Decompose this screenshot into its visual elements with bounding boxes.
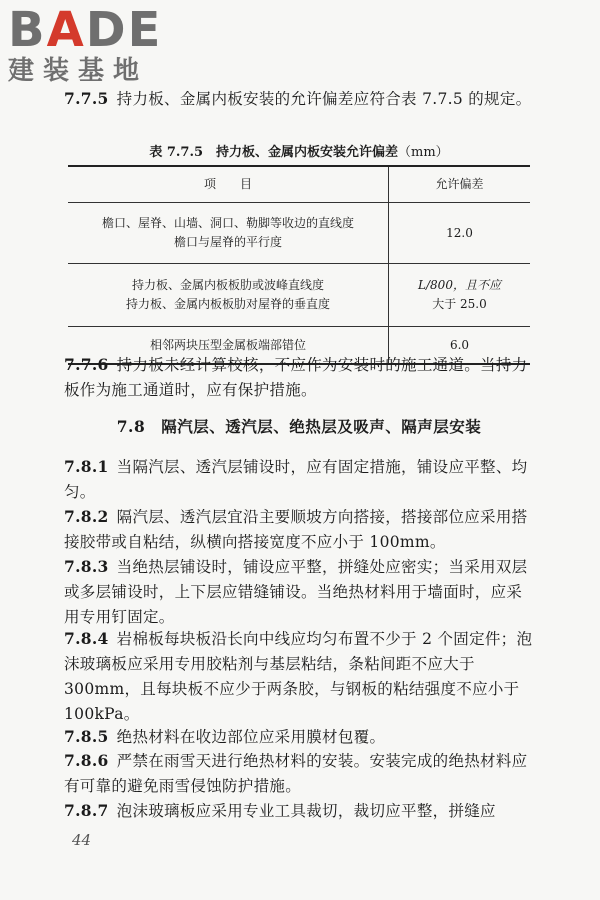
value-line: L/800，且不应 [418,278,501,292]
table-cell-item [68,203,389,264]
section-title: 7.8 隔汽层、透汽层、绝热层及吸声、隔声层安装 [116,417,482,436]
clause-number: 7.7.5 [64,89,109,108]
clause-text: 当隔汽层、透汽层铺设时，应有固定措施，铺设应平整、均匀。 [64,458,528,501]
table-cell-item: 相邻两块压型金属板端部错位 [68,327,389,365]
value-line: 大于 25.0 [432,297,487,311]
logo-wordmark: BADE [8,2,163,58]
clause-7-8-1 [64,454,534,505]
clause-text: 岩棉板每块板沿长向中线应均匀布置不少于 2 个固定件；泡沫玻璃板应采用专用胶粘剂与基层粘结，条粘间距不应大于 300mm，且每块板不应少于两条胶，与钢板的粘结强度不应小于 100kPa。 [64,630,533,723]
item-line: 檐口、屋脊、山墙、洞口、勒脚等收边的直线度 [101,216,354,230]
clause-text: 持力板、金属内板安装的允许偏差应符合表 7.7.5 的规定。 [116,90,532,108]
clause-number: 7.8.7 [64,801,109,820]
clause-number: 7.8.5 [64,727,109,746]
page-number: 44 [72,831,92,849]
table-cell-value [389,264,531,327]
table-caption-unit: （mm） [398,145,449,160]
item-line: 檐口与屋脊的平行度 [173,235,282,249]
table-header-row [68,166,530,203]
clause-text: 持力板未经计算校核，不应作为安装时的施工通道。当持力板作为施工通道时，应有保护措施。 [64,356,528,399]
clause-number: 7.8.6 [64,751,109,770]
table-header-tolerance: 允许偏差 [389,166,531,203]
table-cell-value: 12.0 [389,203,531,264]
clause-7-8-7 [64,798,534,824]
clause-7-8-5 [64,724,534,750]
clause-text: 隔汽层、透汽层宜沿主要顺坡方向搭接，搭接部位应采用搭接胶带或自粘结，纵横向搭接宽度不应小于 100mm。 [64,508,528,551]
clause-7-7-5 [64,86,534,112]
table-caption-title: 表 7.7.5 持力板、金属内板安装允许偏差 [149,145,399,160]
clause-number: 7.8.1 [64,457,109,476]
clause-7-8-2 [64,504,534,555]
table-row [68,264,530,327]
clause-text: 泡沫玻璃板应采用专业工具裁切，裁切应平整，拼缝应 [116,802,496,820]
item-line: 持力板、金属内板板肋对屋脊的垂直度 [125,297,330,311]
tolerance-table [68,165,530,365]
clause-7-8-3 [64,554,534,630]
clause-7-8-6 [64,748,534,799]
item-line: 持力板、金属内板板肋或波峰直线度 [131,278,324,292]
clause-number: 7.8.2 [64,507,109,526]
table-header-item: 项 目 [68,166,389,203]
clause-number: 7.8.4 [64,629,109,648]
clause-7-8-4 [64,626,534,727]
table-row [68,203,530,264]
table-cell-item [68,264,389,327]
clause-number: 7.7.6 [64,355,109,374]
clause-number: 7.8.3 [64,557,109,576]
clause-text: 绝热材料在收边部位应采用膜材包覆。 [116,728,386,746]
clause-text: 当绝热层铺设时，铺设应平整，拼缝处应密实；当采用双层或多层铺设时，上下层应错缝铺设。当绝热材料用于墙面时，应采用专用钉固定。 [64,558,528,626]
clause-7-7-6 [64,352,534,403]
clause-text: 严禁在雨雪天进行绝热材料的安装。安装完成的绝热材料应有可靠的避免雨雪侵蚀防护措施。 [64,752,528,795]
table-cell-value: 6.0 [389,327,531,365]
bade-logo [8,2,173,88]
table-caption [64,141,534,160]
logo-subtitle: 建装基地 [8,56,149,86]
